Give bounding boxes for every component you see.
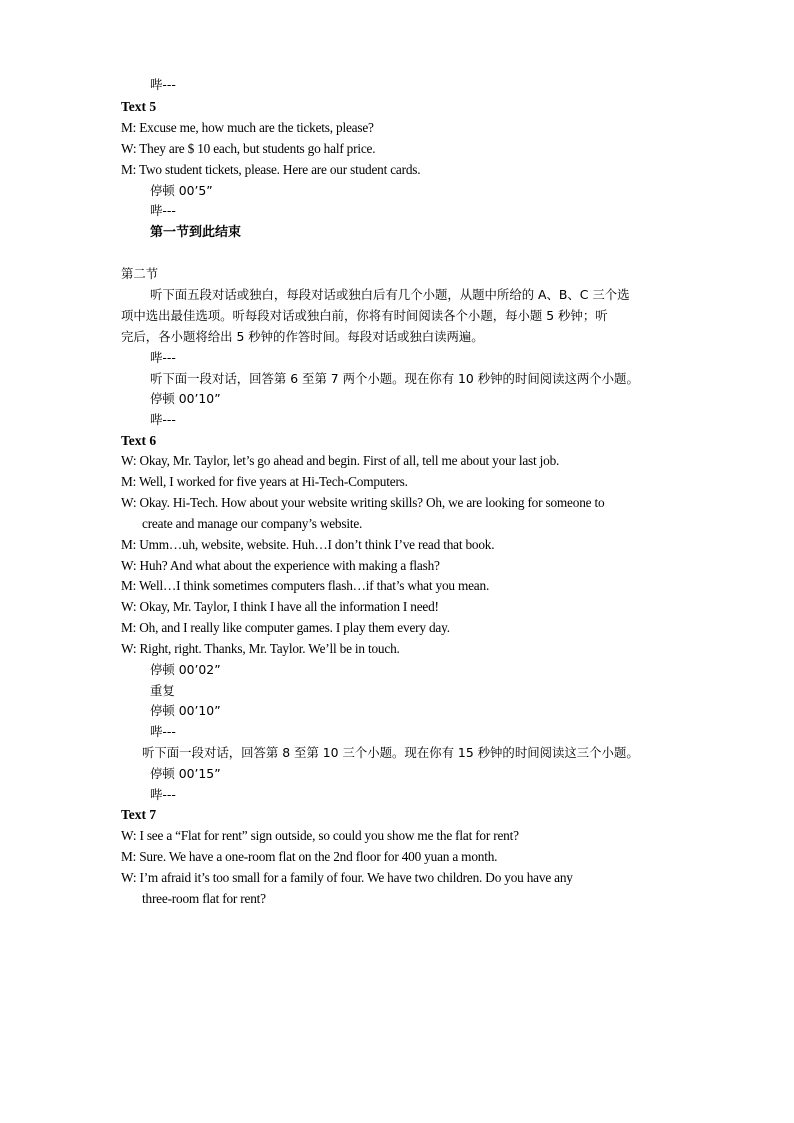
beep-line: 哔--- (150, 787, 176, 802)
repeat-line: 重复 (150, 683, 175, 698)
dialogue-line: W: I see a “Flat for rent” sign outside, so could you show me the flat for rent? (121, 828, 519, 843)
dialogue-line: M: Sure. We have a one-room flat on the 2nd floor for 400 yuan a month. (121, 849, 498, 864)
beep-line: 哔--- (150, 724, 176, 739)
part-heading: 第二节 (121, 266, 159, 281)
dialogue-line: M: Oh, and I really like computer games. I play them every day. (121, 620, 450, 635)
pause-line: 停顿 00’5” (150, 183, 213, 198)
instruction-line: 听下面一段对话，回答第 6 至第 7 两个小题。现在你有 10 秒钟的时间阅读这两个小题。 (150, 371, 639, 386)
beep-line: 哔--- (150, 412, 176, 427)
dialogue-line-continued: three-room flat for rent? (142, 891, 266, 906)
dialogue-line: W: Right, right. Thanks, Mr. Taylor. We’ll be in touch. (121, 641, 400, 656)
pause-line: 停顿 00’15” (150, 766, 221, 781)
dialogue-line: W: Okay, Mr. Taylor, let’s go ahead and begin. First of all, tell me about your last job. (121, 453, 560, 468)
dialogue-line: M: Well…I think sometimes computers flash…if that’s what you mean. (121, 578, 490, 593)
dialogue-line: M: Umm…uh, website, website. Huh…I don’t think I’ve read that book. (121, 537, 495, 552)
instruction-line: 听下面五段对话或独白，每段对话或独白后有几个小题，从题中所给的 A、B、C 三个选 (150, 287, 630, 302)
section-heading-text-6: Text 6 (121, 433, 157, 448)
dialogue-line-continued: create and manage our company’s website. (142, 516, 363, 531)
section-heading-text-7: Text 7 (121, 807, 157, 822)
dialogue-line: M: Excuse me, how much are the tickets, please? (121, 120, 374, 135)
beep-line: 哔--- (150, 350, 176, 365)
dialogue-line: W: They are $ 10 each, but students go half price. (121, 141, 376, 156)
instruction-line: 听下面一段对话，回答第 8 至第 10 三个小题。现在你有 15 秒钟的时间阅读这三个小题。 (142, 745, 639, 760)
dialogue-line: W: I’m afraid it’s too small for a family of four. We have two children. Do you have any (121, 870, 573, 885)
dialogue-line: M: Two student tickets, please. Here are our student cards. (121, 162, 421, 177)
pause-line: 停顿 00’10” (150, 391, 221, 406)
beep-line: 哔--- (150, 203, 176, 218)
instruction-line: 完后，各小题将给出 5 秒钟的作答时间。每段对话或独白读两遍。 (121, 329, 484, 344)
dialogue-line: M: Well, I worked for five years at Hi-Tech-Computers. (121, 474, 408, 489)
section-end-notice: 第一节到此结束 (150, 225, 242, 240)
beep-line: 哔--- (150, 77, 176, 92)
instruction-line: 项中选出最佳选项。听每段对话或独白前，你将有时间阅读各个小题，每小题 5 秒钟；听 (121, 308, 608, 323)
dialogue-line: W: Okay, Mr. Taylor, I think I have all the information I need! (121, 599, 439, 614)
dialogue-line: W: Okay. Hi-Tech. How about your website writing skills? Oh, we are looking for someone to (121, 495, 605, 510)
dialogue-line: W: Huh? And what about the experience with making a flash? (121, 558, 440, 573)
pause-line: 停顿 00’10” (150, 703, 221, 718)
pause-line: 停顿 00’02” (150, 662, 221, 677)
section-heading-text-5: Text 5 (121, 99, 157, 114)
